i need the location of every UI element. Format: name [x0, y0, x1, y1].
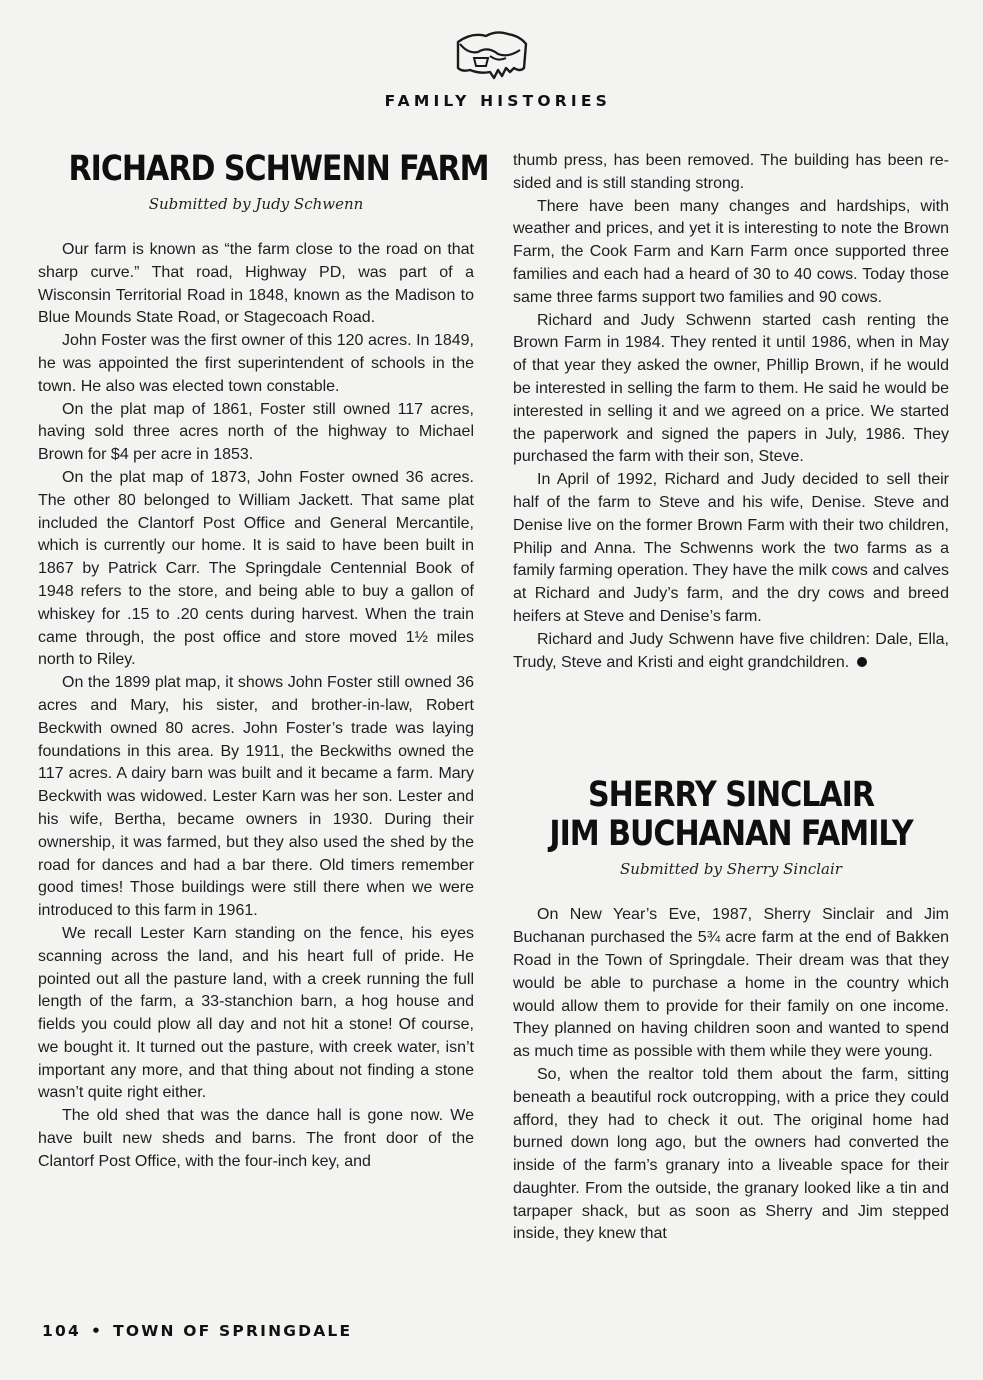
paragraph: In April of 1992, Richard and Judy decided to sell their half of the farm to Steve and his wife, Denise. Steve and Denise live on the former Brown Farm with their two children, Philip and Anna. The Schwenns work the two farms as a family farming operation. They have the milk cows and calves at Richard and Judy’s farm, and the dry cows and breed heifers at Steve and Denise’s farm. [513, 471, 949, 625]
story-title-line-2: JIM BUCHANAN FAMILY [549, 814, 913, 855]
end-of-story-bullet-icon [857, 657, 867, 667]
second-story [513, 776, 949, 1246]
paragraph: On the plat map of 1873, John Foster owned 36 acres. The other 80 belonged to William Jackett. That same plat included the Clantorf Post Office and General Mercantile, which is currently our home. It is said to have been built in 1867 by Patrick Carr. The Springdale Centennial Book of 1948 refers to the store, and being able to buy a gallon of whiskey for .15 to .20 cents during harvest. When the train came through, the post office and store moved 1½ miles north to Riley. [38, 468, 474, 669]
paragraph: Our farm is known as “the farm close to the road on that sharp curve.” That road, Highway PD, was part of a Wisconsin Territorial Road in 1848, known as the Madison to Blue Mounds State Road, or Stagecoach Road. [38, 241, 474, 327]
paragraph: thumb press, has been removed. The building has been re-sided and is still standing strong. [513, 152, 949, 192]
paragraph: There have been many changes and hardships, with weather and prices, and yet it is interesting to note the Brown Farm, the Cook Farm and Karn Farm once supported three families and each had a heard of 30 to 40 cows. Today those same three farms support two families and 90 cows. [513, 197, 949, 306]
paragraph: On the 1899 plat map, it shows John Foster still owned 36 acres and Mary, his sister, and brother-in-law, Robert Beckwith owned 80 acres. John Foster’s trade was laying foundations in this area. By 1911, the Beckwiths owned the 117 acres. A dairy barn was built and it became a farm. Mary Beckwith was widowed. Lester Karn was her son. Lester and his wife, Bertha, became owners in 1930. During their ownership, it was farmed, but they also used the shed by the road for dances and had a bar there. Old timers remember good times! Those buildings were still there when we were introduced to this farm in 1961. [38, 674, 474, 920]
paragraph-text: Richard and Judy Schwenn have five children: Dale, Ella, Trudy, Steve and Kristi and eight grandchildren. [513, 630, 949, 671]
paragraph [513, 629, 949, 675]
book-title: TOWN OF SPRINGDALE [113, 1322, 353, 1340]
byline: Submitted by Judy Schwenn [148, 195, 364, 213]
left-column [38, 149, 489, 1174]
paragraph: So, when the realtor told them about the farm, sitting beneath a beautiful rock outcropping, with a price they could afford, they had to check it out. The original home had burned down long ago, but the owners had converted the inside of the farm’s granary into a liveable space for their daughter. From the outside, the granary looked like a tin and tarpaper shack, but as soon as Sherry and Jim stepped inside, they knew that [513, 1065, 949, 1243]
paragraph: Richard and Judy Schwenn started cash renting the Brown Farm in 1984. They rented it until 1986, when in May of that year they asked the owner, Phillip Brown, if he would be interested in selling the farm to them. He said he would be interested in selling it and we agreed on a price. We started the paperwork and signed the papers in July, 1986. They purchased the farm with their son, Steve. [513, 311, 949, 466]
paragraph: On the plat map of 1861, Foster still owned 117 acres, having sold three acres north of the highway to Michael Brown for $4 per acre in 1853. [38, 400, 474, 464]
page-footer [42, 1322, 352, 1340]
paragraph: We recall Lester Karn standing on the fence, his eyes scanning across the land, and his heart full of pride. He pointed out all the pasture land, with a creek running the full length of the farm, a 33-stanchion barn, a hog house and fields you could plow all day and not hit a stone! Of course, we bought it. It turned out the pasture, with creek water, isn’t important any more, and that thing about not finding a stone wasn’t quite right either. [38, 924, 474, 1102]
page-number: 104 [42, 1322, 81, 1340]
paragraph: The old shed that was the dance hall is gone now. We have built new sheds and barns. The front door of the Clantorf Post Office, with the four-inch key, and [38, 1107, 474, 1170]
byline: Submitted by Sherry Sinclair [620, 860, 842, 879]
footer-separator: • [90, 1322, 104, 1340]
section-title: FAMILY HISTORIES [384, 92, 611, 110]
right-column [513, 150, 949, 1246]
paragraph: On New Year’s Eve, 1987, Sherry Sinclair and Jim Buchanan purchased the 5¾ acre farm at the end of Bakken Road in the Town of Springdale. Their dream was that they would be able to purchase a home in the country which would allow them to provide for their family on one income. They planned on having children soon and wanted to spend as much time as possible with them while they were young. [513, 906, 949, 1061]
story-title-line-1: SHERRY SINCLAIR [588, 775, 874, 816]
paragraph: John Foster was the first owner of this 120 acres. In 1849, he was appointed the first superintendent of schools in the town. He also was elected town constable. [38, 332, 474, 395]
barn-logo-icon [450, 28, 532, 84]
story-title: RICHARD SCHWENN FARM [68, 149, 489, 189]
